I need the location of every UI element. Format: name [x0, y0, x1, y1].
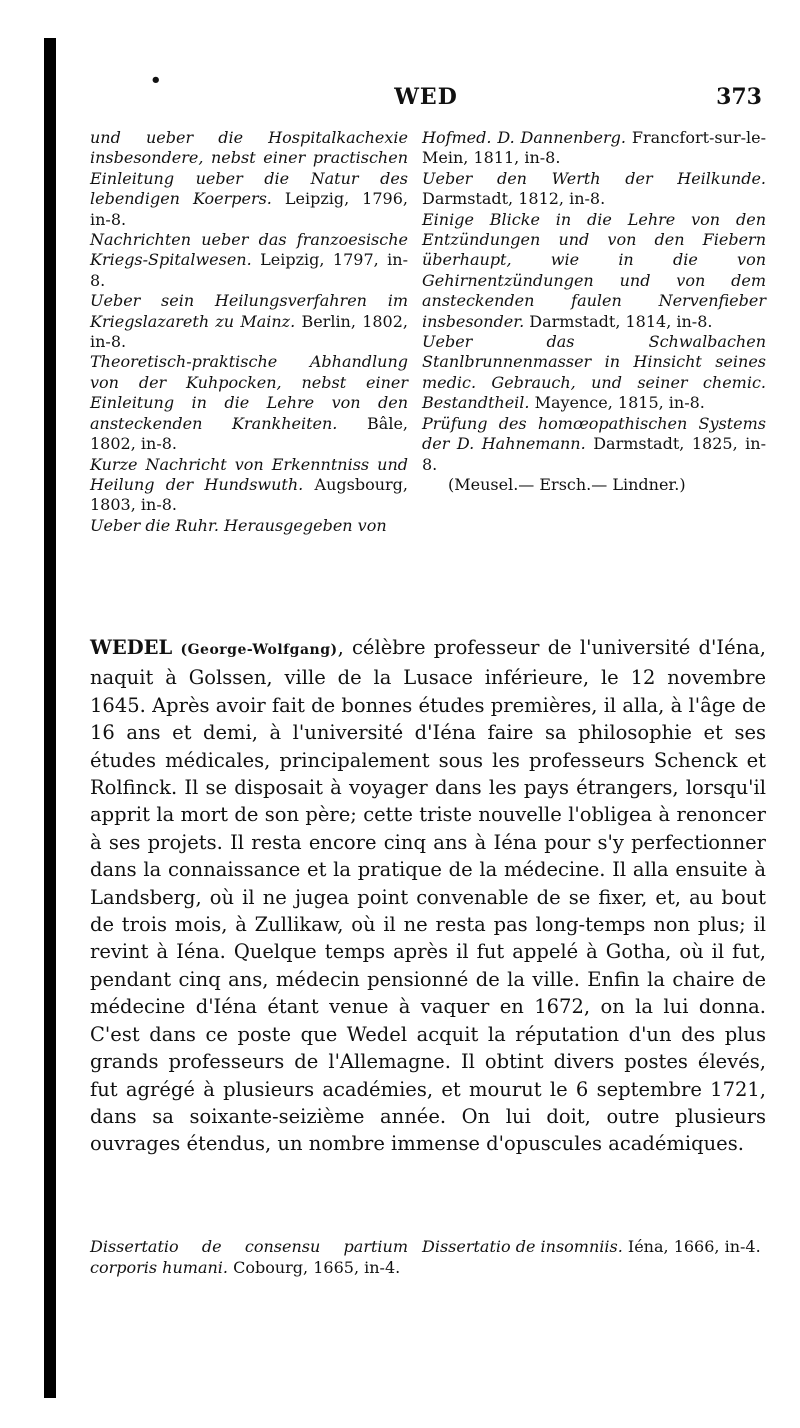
left-bibliography-column: [90, 128, 408, 536]
page-header: [90, 84, 762, 118]
bibliography-entry: und ueber die Hospitalkachexie insbesondere, nebst einer practischen Einleitung ueber die Natur des lebendigen Koerpers. Leipzig, 1796, in-8.: [90, 128, 408, 229]
print-speck: •: [150, 70, 162, 91]
bibliography-entry: Hofmed. D. Dannenberg. Francfort-sur-le-Mein, 1811, in-8.: [422, 128, 766, 168]
bibliography-entry: Theoretisch-praktische Abhandlung von der Kuhpocken, nebst einer Einleitung in die Lehre von den ansteckenden Krankheiten. Bâle, 1802, in-8.: [90, 352, 408, 454]
running-head: WED: [394, 84, 458, 110]
right-bibliography-column: [422, 128, 766, 495]
bibliography-entry: Ueber die Ruhr. Herausgegeben von: [90, 515, 387, 535]
bibliography-entry: Ueber sein Heilungsverfahren im Kriegslazareth zu Mainz. Berlin, 1802, in-8.: [90, 291, 408, 352]
page-spine-shadow: [44, 38, 56, 1398]
page-number: 373: [716, 84, 762, 110]
bibliography-entry: Prüfung des homœopathischen Systems der D. Hahnemann. Darmstadt, 1825, in-8.: [422, 413, 766, 474]
bottom-left-bibliography: Dissertatio de consensu partium corporis humani. Cobourg, 1665, in-4.: [90, 1237, 408, 1277]
bottom-right-bibliography: Dissertatio de insomniis. Iéna, 1666, in-4.: [422, 1237, 761, 1256]
bibliography-entry: Ueber das Schwalbachen Stanlbrunnenmasser in Hinsicht seines medic. Gebrauch, und seiner chemic. Bestandtheil. Mayence, 1815, in-8.: [422, 332, 766, 413]
article-forenames: (George-Wolfgang): [180, 642, 338, 658]
bibliography-entry: Nachrichten ueber das franzoesische Kriegs-Spitalwesen. Leipzig, 1797, in-8.: [90, 230, 408, 290]
bibliography-entry: Ueber den Werth der Heilkunde. Darmstadt, 1812, in-8.: [422, 168, 766, 209]
bibliography-entry: Einige Blicke in die Lehre von den Entzündungen und von den Fiebern überhaupt, wie in die von Gehirnentzündungen und von dem ansteckenden faulen Nervenfieber insbesonder. Darmstadt, 1814, in-8.: [422, 209, 766, 331]
source-credits: (Meusel.— Ersch.— Lindner.): [448, 474, 686, 494]
article-text: , célèbre professeur de l'université d'Iéna, naquit à Golssen, ville de la Lusace inférieure, le 12 novembre 1645. Après avoir fait de bonnes études premières, il alla, à l'âge de 16 ans et demi, à l'université d'Iéna faire sa philosophie et ses études médicales, principalement sous les professeurs Schenck et Rolfinck. Il se disposait à voyager dans les pays étrangers, lorsqu'il apprit la mort de son père; cette triste nouvelle l'obligea à renoncer à ses projets. Il resta encore cinq ans à Iéna pour s'y perfectionner dans la connaissance et la pratique de la médecine. Il alla ensuite à Landsberg, où il ne jugea point convenable de se fixer, et, au bout de trois mois, à Zullikaw, où il ne resta pas long-temps non plus; il revint à Iéna. Quelque temps après il fut appelé à Gotha, où il fut, pendant cinq ans, médecin pensionné de la ville. Enfin la chaire de médecine d'Iéna étant venue à vaquer en 1672, on la lui donna. C'est dans ce poste que Wedel acquit la réputation d'un des plus grands professeurs de l'Allemagne. Il obtint divers postes élevés, fut agrégé à plusieurs académies, et mourut le 6 septembre 1721, dans sa soixante-seizième année. On lui doit, outre plusieurs ouvrages étendus, un nombre immense d'opuscules académiques.: [90, 636, 767, 1156]
bibliography-entry: Kurze Nachricht von Erkenntniss und Heilung der Hundswuth. Augsbourg, 1803, in-8.: [90, 454, 408, 515]
article-body: [90, 634, 766, 1158]
article-headword: WEDEL: [90, 636, 173, 659]
